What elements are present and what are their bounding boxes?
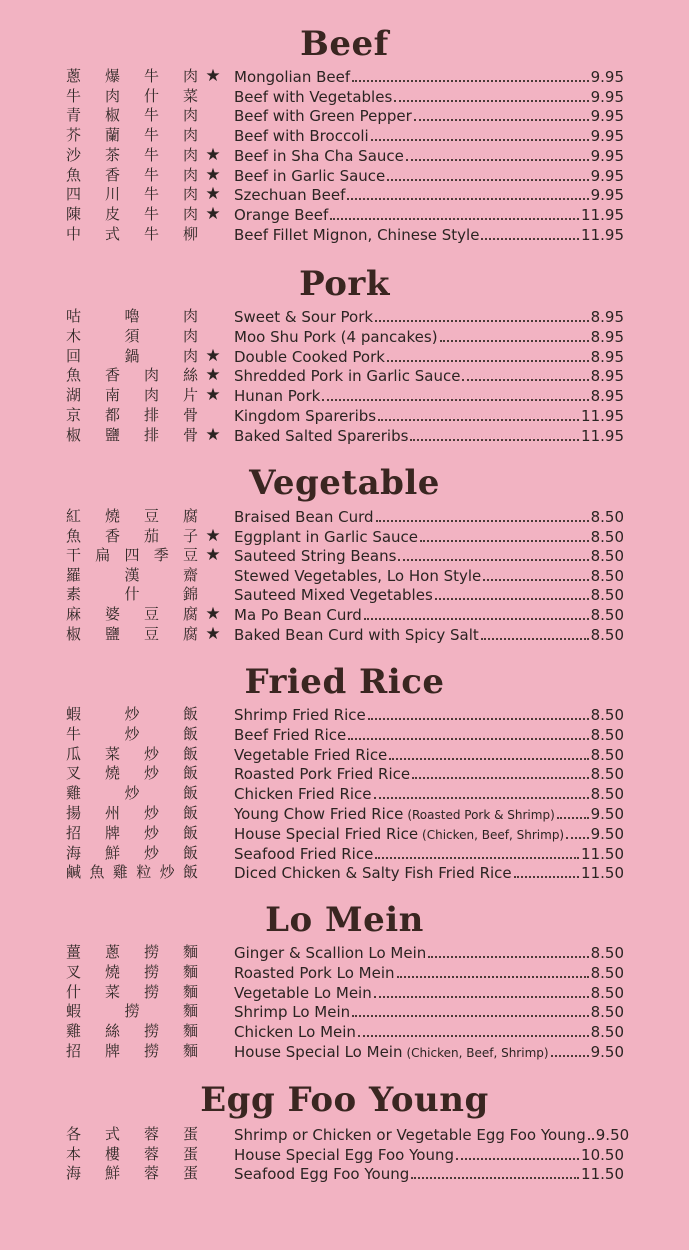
item-line [234, 604, 624, 624]
menu-item[interactable] [0, 704, 689, 724]
item-chinese-name: 京都排骨 [66, 406, 198, 424]
item-price: 11.50 [581, 1165, 624, 1183]
item-name: Vegetable Lo Mein [234, 984, 372, 1002]
dot-leader [358, 1021, 589, 1037]
item-line [234, 942, 624, 962]
item-name: Stewed Vegetables, Lo Hon Style [234, 567, 482, 585]
item-line [234, 1124, 630, 1144]
menu-item[interactable] [0, 763, 689, 783]
item-name: Eggplant in Garlic Sauce [234, 528, 419, 546]
dot-leader [481, 624, 589, 640]
dot-leader [376, 506, 589, 522]
dot-leader [483, 565, 588, 581]
item-price: 8.50 [590, 726, 624, 744]
item-price: 11.50 [581, 864, 624, 882]
item-chinese-name: 叉燒撈麵 [66, 963, 198, 981]
item-chinese-name: 薑蔥撈麵 [66, 943, 198, 961]
section-title-beef: Beef [300, 24, 389, 64]
menu-item[interactable] [0, 982, 689, 1002]
menu-item[interactable] [0, 962, 689, 982]
dot-leader [481, 224, 579, 240]
item-name: Szechuan Beef [234, 186, 346, 204]
item-price: 9.50 [590, 805, 624, 823]
section-title-vegetable: Vegetable [249, 463, 440, 503]
menu-item[interactable] [0, 165, 689, 185]
item-price: 11.95 [581, 407, 624, 425]
item-price: 8.50 [590, 567, 624, 585]
item-line [234, 326, 624, 346]
item-chinese-name: 招牌炒飯 [66, 824, 198, 842]
dot-leader [374, 982, 589, 998]
dot-leader [368, 704, 589, 720]
item-chinese-name: 椒鹽排骨 [66, 426, 198, 444]
dot-leader [352, 1001, 588, 1017]
spicy-star-icon: ★ [205, 365, 221, 385]
item-line [234, 565, 624, 585]
menu-item[interactable] [0, 1124, 689, 1144]
item-line [234, 105, 624, 125]
item-line [234, 862, 624, 882]
menu-item[interactable] [0, 346, 689, 366]
item-name: Shrimp Lo Mein [234, 1003, 351, 1021]
item-line [234, 365, 624, 385]
item-chinese-name: 招牌撈麵 [66, 1042, 198, 1060]
item-chinese-name: 雞炒飯 [66, 784, 198, 802]
item-price: 8.95 [590, 387, 624, 405]
dot-leader [420, 526, 589, 542]
dot-leader [371, 125, 589, 141]
dot-leader [387, 346, 589, 362]
item-line [234, 823, 624, 843]
item-price: 8.50 [590, 785, 624, 803]
item-price: 8.50 [590, 765, 624, 783]
dot-leader [551, 1041, 589, 1057]
item-name: Ma Po Bean Curd [234, 606, 362, 624]
menu-item[interactable] [0, 1041, 689, 1061]
item-chinese-name: 雞絲撈麵 [66, 1022, 198, 1040]
item-price: 8.50 [590, 1003, 624, 1021]
item-chinese-name: 鹹魚雞粒炒飯 [66, 863, 198, 881]
item-name: Baked Salted Spareribs [234, 427, 409, 445]
item-name: Beef with Vegetables [234, 88, 393, 106]
item-line [234, 1144, 624, 1164]
item-price: 9.95 [590, 147, 624, 165]
item-line [234, 744, 624, 764]
menu-item[interactable] [0, 405, 689, 425]
item-name: Ginger & Scallion Lo Mein [234, 944, 427, 962]
item-price: 9.95 [590, 186, 624, 204]
item-price: 9.95 [590, 107, 624, 125]
dot-leader [411, 1163, 579, 1179]
item-name: House Special Lo Mein [234, 1043, 403, 1061]
item-chinese-name: 紅燒豆腐 [66, 507, 198, 525]
item-price: 8.50 [590, 547, 624, 565]
item-chinese-name: 木須肉 [66, 327, 198, 345]
item-line [234, 982, 624, 1002]
spicy-star-icon: ★ [205, 425, 221, 445]
item-chinese-name: 羅漢齋 [66, 566, 198, 584]
item-chinese-name: 牛肉什菜 [66, 87, 198, 105]
item-note: (Roasted Pork & Shrimp) [407, 808, 555, 822]
item-price: 8.50 [590, 508, 624, 526]
menu-item[interactable] [0, 145, 689, 165]
dot-leader [394, 86, 588, 102]
menu-item[interactable] [0, 105, 689, 125]
item-chinese-name: 中式牛柳 [66, 225, 198, 243]
item-name: Kingdom Spareribs [234, 407, 377, 425]
menu-item[interactable] [0, 184, 689, 204]
item-line [234, 125, 624, 145]
item-line [234, 584, 624, 604]
item-line [234, 346, 624, 366]
item-line [234, 86, 624, 106]
item-price: 8.50 [590, 1023, 624, 1041]
item-line [234, 224, 624, 244]
item-line [234, 165, 624, 185]
menu-item[interactable] [0, 86, 689, 106]
item-chinese-name: 四川牛肉 [66, 185, 198, 203]
menu-item[interactable] [0, 1144, 689, 1164]
item-chinese-name: 沙茶牛肉 [66, 146, 198, 164]
menu-item[interactable] [0, 306, 689, 326]
item-price: 8.50 [590, 586, 624, 604]
item-name: Orange Beef [234, 206, 329, 224]
dot-leader [406, 145, 589, 161]
item-line [234, 385, 624, 405]
menu-item[interactable] [0, 506, 689, 526]
item-chinese-name: 回鍋肉 [66, 347, 198, 365]
item-line [234, 704, 624, 724]
item-price: 9.50 [595, 1126, 630, 1144]
item-price: 11.50 [581, 845, 624, 863]
spicy-star-icon: ★ [205, 346, 221, 366]
item-line [234, 783, 624, 803]
item-name: Roasted Pork Lo Mein [234, 964, 395, 982]
spicy-star-icon: ★ [205, 624, 221, 644]
item-price: 9.95 [590, 167, 624, 185]
item-price: 10.50 [581, 1146, 624, 1164]
item-line [234, 1021, 624, 1041]
item-name: Chicken Fried Rice [234, 785, 372, 803]
item-chinese-name: 芥蘭牛肉 [66, 126, 198, 144]
item-chinese-name: 魚香肉絲 [66, 366, 198, 384]
item-line [234, 405, 624, 425]
item-line [234, 1041, 624, 1061]
item-price: 9.50 [590, 1043, 624, 1061]
menu-item[interactable] [0, 744, 689, 764]
item-name: Young Chow Fried Rice [234, 805, 404, 823]
item-name: Moo Shu Pork (4 pancakes) [234, 328, 438, 346]
item-chinese-name: 揚州炒飯 [66, 804, 198, 822]
item-price: 8.50 [590, 706, 624, 724]
item-name: Seafood Fried Rice [234, 845, 374, 863]
item-name: Beef in Sha Cha Sauce [234, 147, 404, 165]
dot-leader [566, 823, 588, 839]
item-price: 8.95 [590, 367, 624, 385]
item-line [234, 204, 624, 224]
item-name: Beef Fried Rice [234, 726, 347, 744]
item-price: 8.95 [590, 328, 624, 346]
item-name: Braised Bean Curd [234, 508, 374, 526]
dot-leader [410, 425, 579, 441]
item-chinese-name: 海鮮蓉蛋 [66, 1164, 198, 1182]
item-name: Double Cooked Pork [234, 348, 385, 366]
item-price: 8.50 [590, 626, 624, 644]
item-price: 9.95 [590, 127, 624, 145]
dot-leader [414, 105, 589, 121]
section-title-egg-foo-young: Egg Foo Young [200, 1080, 489, 1120]
item-chinese-name: 椒鹽豆腐 [66, 625, 198, 643]
menu-item[interactable] [0, 724, 689, 744]
dot-leader [557, 803, 589, 819]
item-price: 8.50 [590, 984, 624, 1002]
item-name: Sweet & Sour Pork [234, 308, 374, 326]
item-note: (Chicken, Beef, Shrimp) [406, 1046, 549, 1060]
item-chinese-name: 瓜菜炒飯 [66, 745, 198, 763]
item-price: 8.50 [590, 528, 624, 546]
item-name: Mongolian Beef [234, 68, 351, 86]
item-name: Shrimp Fried Rice [234, 706, 366, 724]
item-price: 8.95 [590, 348, 624, 366]
item-chinese-name: 蝦炒飯 [66, 705, 198, 723]
item-name: Baked Bean Curd with Spicy Salt [234, 626, 479, 644]
menu-item[interactable] [0, 204, 689, 224]
item-line [234, 624, 624, 644]
item-price: 8.50 [590, 606, 624, 624]
dot-leader [440, 326, 589, 342]
section-title-lo-mein: Lo Mein [265, 900, 424, 940]
item-chinese-name: 麻婆豆腐 [66, 605, 198, 623]
item-chinese-name: 魚香牛肉 [66, 166, 198, 184]
item-price: 8.50 [590, 944, 624, 962]
dot-leader [412, 763, 588, 779]
item-chinese-name: 蝦撈麵 [66, 1002, 198, 1020]
dot-leader [330, 204, 579, 220]
spicy-star-icon: ★ [205, 66, 221, 86]
item-line [234, 545, 624, 565]
item-line [234, 962, 624, 982]
item-line [234, 763, 624, 783]
menu-item[interactable] [0, 942, 689, 962]
item-name: Beef Fillet Mignon, Chinese Style [234, 226, 480, 244]
dot-leader [347, 184, 588, 200]
menu-item[interactable] [0, 565, 689, 585]
menu-item[interactable] [0, 803, 689, 823]
menu-item[interactable] [0, 584, 689, 604]
item-price: 9.95 [590, 88, 624, 106]
dot-leader [588, 1124, 594, 1140]
item-chinese-name: 咕嚕肉 [66, 307, 198, 325]
item-note: (Chicken, Beef, Shrimp) [422, 828, 565, 842]
section-title-fried-rice: Fried Rice [244, 662, 445, 702]
spicy-star-icon: ★ [205, 604, 221, 624]
item-name: Vegetable Fried Rice [234, 746, 388, 764]
item-name: Seafood Egg Foo Young [234, 1165, 410, 1183]
menu-item[interactable] [0, 624, 689, 644]
menu-item[interactable] [0, 224, 689, 244]
dot-leader [322, 385, 588, 401]
dot-leader [348, 724, 588, 740]
item-name: House Special Fried Rice [234, 825, 419, 843]
item-price: 8.50 [590, 746, 624, 764]
dot-leader [435, 584, 589, 600]
menu-item[interactable] [0, 66, 689, 86]
menu-item[interactable] [0, 1021, 689, 1041]
menu-item[interactable] [0, 385, 689, 405]
item-chinese-name: 陳皮牛肉 [66, 205, 198, 223]
item-price: 9.50 [590, 825, 624, 843]
item-chinese-name: 青椒牛肉 [66, 106, 198, 124]
item-chinese-name: 本樓蓉蛋 [66, 1145, 198, 1163]
item-chinese-name: 素什錦 [66, 585, 198, 603]
spicy-star-icon: ★ [205, 204, 221, 224]
item-price: 8.50 [590, 964, 624, 982]
item-line [234, 1163, 624, 1183]
dot-leader [514, 862, 579, 878]
menu-item[interactable] [0, 326, 689, 346]
spicy-star-icon: ★ [205, 385, 221, 405]
menu-item[interactable] [0, 823, 689, 843]
item-price: 11.95 [581, 206, 624, 224]
dot-leader [352, 66, 588, 82]
item-name: Beef with Broccoli [234, 127, 369, 145]
item-chinese-name: 牛炒飯 [66, 725, 198, 743]
item-chinese-name: 湖南肉片 [66, 386, 198, 404]
item-chinese-name: 海鮮炒飯 [66, 844, 198, 862]
item-chinese-name: 什菜撈麵 [66, 983, 198, 1001]
item-chinese-name: 蔥爆牛肉 [66, 67, 198, 85]
dot-leader [428, 942, 588, 958]
menu-item[interactable] [0, 783, 689, 803]
spicy-star-icon: ★ [205, 526, 221, 546]
item-name: Sauteed String Beans [234, 547, 397, 565]
item-line [234, 506, 624, 526]
item-line [234, 843, 624, 863]
item-line [234, 526, 624, 546]
item-name: Chicken Lo Mein [234, 1023, 356, 1041]
dot-leader [387, 165, 588, 181]
item-line [234, 1001, 624, 1021]
spicy-star-icon: ★ [205, 165, 221, 185]
item-price: 11.95 [581, 427, 624, 445]
item-name: Beef in Garlic Sauce [234, 167, 386, 185]
item-price: 8.95 [590, 308, 624, 326]
item-chinese-name: 干扁四季豆 [66, 546, 198, 564]
item-line [234, 306, 624, 326]
dot-leader [456, 1144, 579, 1160]
menu-item[interactable] [0, 1163, 689, 1183]
section-title-pork: Pork [299, 264, 390, 304]
item-name: Roasted Pork Fried Rice [234, 765, 411, 783]
spicy-star-icon: ★ [205, 145, 221, 165]
item-line [234, 803, 624, 823]
menu-item[interactable] [0, 1001, 689, 1021]
menu-item[interactable] [0, 425, 689, 445]
item-name: Shredded Pork in Garlic Sauce [234, 367, 461, 385]
dot-leader [364, 604, 589, 620]
item-line [234, 66, 624, 86]
menu-item[interactable] [0, 365, 689, 385]
menu-item[interactable] [0, 125, 689, 145]
item-name: Beef with Green Pepper [234, 107, 412, 125]
menu-item[interactable] [0, 545, 689, 565]
item-name: Hunan Pork [234, 387, 321, 405]
item-name: Shrimp or Chicken or Vegetable Egg Foo Young [234, 1126, 586, 1144]
item-line [234, 145, 624, 165]
dot-leader [374, 783, 589, 799]
item-chinese-name: 各式蓉蛋 [66, 1125, 198, 1143]
dot-leader [375, 306, 589, 322]
dot-leader [462, 365, 588, 381]
menu-item[interactable] [0, 862, 689, 882]
dot-leader [389, 744, 588, 760]
item-name: House Special Egg Foo Young [234, 1146, 454, 1164]
item-line [234, 425, 624, 445]
item-chinese-name: 魚香茄子 [66, 527, 198, 545]
dot-leader [378, 405, 579, 421]
menu-item[interactable] [0, 843, 689, 863]
item-name: Sauteed Mixed Vegetables [234, 586, 433, 604]
item-line [234, 184, 624, 204]
dot-leader [397, 962, 589, 978]
dot-leader [375, 843, 579, 859]
spicy-star-icon: ★ [205, 545, 221, 565]
item-name: Diced Chicken & Salty Fish Fried Rice [234, 864, 512, 882]
item-line [234, 724, 624, 744]
spicy-star-icon: ★ [205, 184, 221, 204]
menu-item[interactable] [0, 604, 689, 624]
item-chinese-name: 叉燒炒飯 [66, 764, 198, 782]
item-price: 11.95 [581, 226, 624, 244]
item-price: 9.95 [590, 68, 624, 86]
menu-item[interactable] [0, 526, 689, 546]
dot-leader [398, 545, 588, 561]
